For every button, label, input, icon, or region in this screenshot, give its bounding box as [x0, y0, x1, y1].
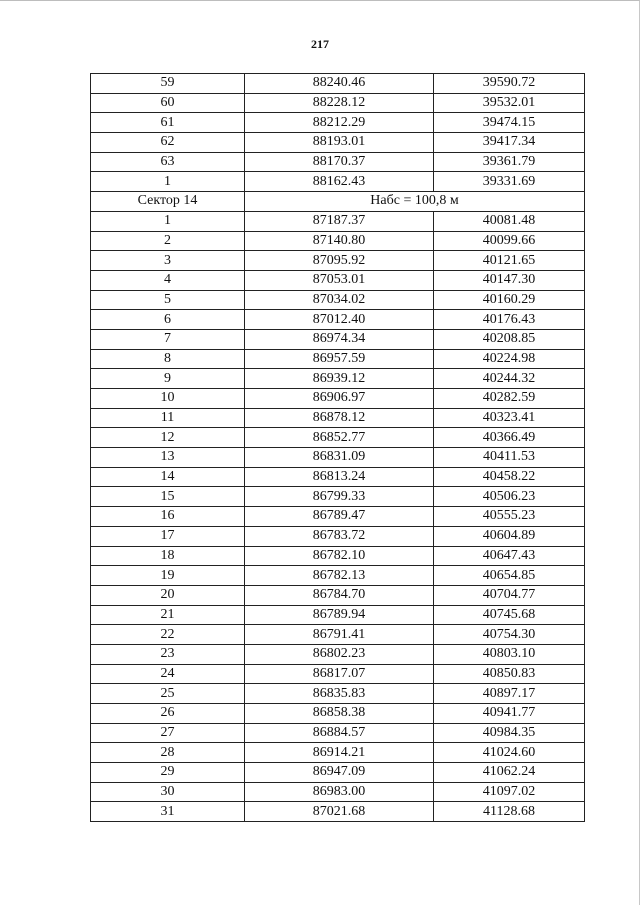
- point-number-cell: 19: [91, 566, 245, 586]
- y-coordinate-cell: 40654.85: [434, 566, 585, 586]
- table-row: [91, 270, 585, 290]
- point-number-cell: 2: [91, 231, 245, 251]
- x-coordinate-cell: 86791.41: [245, 625, 434, 645]
- table-row: [91, 625, 585, 645]
- x-coordinate-cell: 88193.01: [245, 133, 434, 153]
- x-coordinate-cell: 86974.34: [245, 329, 434, 349]
- point-number-cell: 25: [91, 684, 245, 704]
- table-row: [91, 448, 585, 468]
- y-coordinate-cell: 40647.43: [434, 546, 585, 566]
- x-coordinate-cell: 88228.12: [245, 93, 434, 113]
- x-coordinate-cell: 86957.59: [245, 349, 434, 369]
- table-row: [91, 684, 585, 704]
- y-coordinate-cell: 39361.79: [434, 152, 585, 172]
- y-coordinate-cell: 40081.48: [434, 211, 585, 231]
- table-row: [91, 546, 585, 566]
- point-number-cell: 5: [91, 290, 245, 310]
- point-number-cell: 8: [91, 349, 245, 369]
- y-coordinate-cell: 40323.41: [434, 408, 585, 428]
- y-coordinate-cell: 40099.66: [434, 231, 585, 251]
- x-coordinate-cell: 86799.33: [245, 487, 434, 507]
- point-number-cell: 31: [91, 802, 245, 822]
- x-coordinate-cell: 88240.46: [245, 74, 434, 94]
- y-coordinate-cell: 41097.02: [434, 782, 585, 802]
- x-coordinate-cell: 86789.94: [245, 605, 434, 625]
- table-row: [91, 251, 585, 271]
- y-coordinate-cell: 40160.29: [434, 290, 585, 310]
- x-coordinate-cell: 87034.02: [245, 290, 434, 310]
- point-number-cell: 61: [91, 113, 245, 133]
- point-number-cell: 28: [91, 743, 245, 763]
- x-coordinate-cell: 86983.00: [245, 782, 434, 802]
- table-row: [91, 704, 585, 724]
- y-coordinate-cell: 40506.23: [434, 487, 585, 507]
- table-body-after: [91, 211, 585, 821]
- point-number-cell: 24: [91, 664, 245, 684]
- y-coordinate-cell: 39331.69: [434, 172, 585, 192]
- x-coordinate-cell: 86858.38: [245, 704, 434, 724]
- x-coordinate-cell: 87140.80: [245, 231, 434, 251]
- point-number-cell: 12: [91, 428, 245, 448]
- table-row: [91, 290, 585, 310]
- point-number-cell: 1: [91, 172, 245, 192]
- x-coordinate-cell: 86878.12: [245, 408, 434, 428]
- table-row: [91, 369, 585, 389]
- table-row: [91, 664, 585, 684]
- y-coordinate-cell: 40458.22: [434, 467, 585, 487]
- table-row: [91, 467, 585, 487]
- point-number-cell: 62: [91, 133, 245, 153]
- table-row: [91, 408, 585, 428]
- y-coordinate-cell: 39590.72: [434, 74, 585, 94]
- y-coordinate-cell: 40176.43: [434, 310, 585, 330]
- table-row: [91, 389, 585, 409]
- point-number-cell: 20: [91, 585, 245, 605]
- x-coordinate-cell: 86789.47: [245, 507, 434, 527]
- table-row: [91, 585, 585, 605]
- y-coordinate-cell: 40604.89: [434, 526, 585, 546]
- y-coordinate-cell: 41024.60: [434, 743, 585, 763]
- y-coordinate-cell: 41062.24: [434, 763, 585, 783]
- y-coordinate-cell: 40803.10: [434, 644, 585, 664]
- point-number-cell: 11: [91, 408, 245, 428]
- point-number-cell: 16: [91, 507, 245, 527]
- point-number-cell: 4: [91, 270, 245, 290]
- point-number-cell: 59: [91, 74, 245, 94]
- point-number-cell: 13: [91, 448, 245, 468]
- point-number-cell: 9: [91, 369, 245, 389]
- table-row: [91, 74, 585, 94]
- y-coordinate-cell: 40745.68: [434, 605, 585, 625]
- x-coordinate-cell: 86906.97: [245, 389, 434, 409]
- table-row: [91, 782, 585, 802]
- point-number-cell: 21: [91, 605, 245, 625]
- x-coordinate-cell: 86784.70: [245, 585, 434, 605]
- y-coordinate-cell: 40704.77: [434, 585, 585, 605]
- table-row: [91, 152, 585, 172]
- x-coordinate-cell: 86817.07: [245, 664, 434, 684]
- y-coordinate-cell: 40282.59: [434, 389, 585, 409]
- y-coordinate-cell: 39417.34: [434, 133, 585, 153]
- y-coordinate-cell: 40941.77: [434, 704, 585, 724]
- table-row: [91, 566, 585, 586]
- y-coordinate-cell: 40121.65: [434, 251, 585, 271]
- point-number-cell: 6: [91, 310, 245, 330]
- table-body-before: [91, 74, 585, 192]
- table-row: [91, 310, 585, 330]
- table-row: [91, 763, 585, 783]
- x-coordinate-cell: 86852.77: [245, 428, 434, 448]
- x-coordinate-cell: 86831.09: [245, 448, 434, 468]
- table-row: [91, 231, 585, 251]
- point-number-cell: 23: [91, 644, 245, 664]
- x-coordinate-cell: 87053.01: [245, 270, 434, 290]
- y-coordinate-cell: 40411.53: [434, 448, 585, 468]
- table-row: [91, 743, 585, 763]
- x-coordinate-cell: 86802.23: [245, 644, 434, 664]
- point-number-cell: 3: [91, 251, 245, 271]
- x-coordinate-cell: 86835.83: [245, 684, 434, 704]
- x-coordinate-cell: 87012.40: [245, 310, 434, 330]
- y-coordinate-cell: 40555.23: [434, 507, 585, 527]
- x-coordinate-cell: 87021.68: [245, 802, 434, 822]
- point-number-cell: 60: [91, 93, 245, 113]
- y-coordinate-cell: 40366.49: [434, 428, 585, 448]
- point-number-cell: 17: [91, 526, 245, 546]
- table-row: [91, 133, 585, 153]
- x-coordinate-cell: 86782.10: [245, 546, 434, 566]
- y-coordinate-cell: 40224.98: [434, 349, 585, 369]
- table-row: [91, 507, 585, 527]
- table-row: [91, 644, 585, 664]
- x-coordinate-cell: 86947.09: [245, 763, 434, 783]
- sector-row: [91, 192, 585, 212]
- point-number-cell: 26: [91, 704, 245, 724]
- coordinates-table: [90, 73, 585, 822]
- x-coordinate-cell: 87095.92: [245, 251, 434, 271]
- y-coordinate-cell: 40208.85: [434, 329, 585, 349]
- x-coordinate-cell: 88212.29: [245, 113, 434, 133]
- table-row: [91, 487, 585, 507]
- point-number-cell: 63: [91, 152, 245, 172]
- point-number-cell: 30: [91, 782, 245, 802]
- table-row: [91, 93, 585, 113]
- point-number-cell: 22: [91, 625, 245, 645]
- page-number: 217: [311, 37, 329, 51]
- y-coordinate-cell: 40897.17: [434, 684, 585, 704]
- y-coordinate-cell: 40754.30: [434, 625, 585, 645]
- x-coordinate-cell: 86783.72: [245, 526, 434, 546]
- table-row: [91, 113, 585, 133]
- x-coordinate-cell: 86914.21: [245, 743, 434, 763]
- table-row: [91, 349, 585, 369]
- sector-height: Набс = 100,8 м: [245, 192, 585, 212]
- y-coordinate-cell: 39474.15: [434, 113, 585, 133]
- table-row: [91, 172, 585, 192]
- y-coordinate-cell: 40984.35: [434, 723, 585, 743]
- x-coordinate-cell: 87187.37: [245, 211, 434, 231]
- table-row: [91, 428, 585, 448]
- y-coordinate-cell: 40850.83: [434, 664, 585, 684]
- point-number-cell: 7: [91, 329, 245, 349]
- y-coordinate-cell: 40244.32: [434, 369, 585, 389]
- x-coordinate-cell: 86813.24: [245, 467, 434, 487]
- x-coordinate-cell: 86939.12: [245, 369, 434, 389]
- x-coordinate-cell: 86884.57: [245, 723, 434, 743]
- y-coordinate-cell: 41128.68: [434, 802, 585, 822]
- sector-header: [91, 192, 585, 212]
- point-number-cell: 10: [91, 389, 245, 409]
- point-number-cell: 27: [91, 723, 245, 743]
- y-coordinate-cell: 40147.30: [434, 270, 585, 290]
- table-row: [91, 723, 585, 743]
- y-coordinate-cell: 39532.01: [434, 93, 585, 113]
- point-number-cell: 1: [91, 211, 245, 231]
- x-coordinate-cell: 88162.43: [245, 172, 434, 192]
- x-coordinate-cell: 88170.37: [245, 152, 434, 172]
- table-row: [91, 329, 585, 349]
- table-row: [91, 211, 585, 231]
- point-number-cell: 18: [91, 546, 245, 566]
- table-row: [91, 802, 585, 822]
- point-number-cell: 29: [91, 763, 245, 783]
- x-coordinate-cell: 86782.13: [245, 566, 434, 586]
- point-number-cell: 14: [91, 467, 245, 487]
- table-row: [91, 605, 585, 625]
- sector-label: Сектор 14: [91, 192, 245, 212]
- table-row: [91, 526, 585, 546]
- point-number-cell: 15: [91, 487, 245, 507]
